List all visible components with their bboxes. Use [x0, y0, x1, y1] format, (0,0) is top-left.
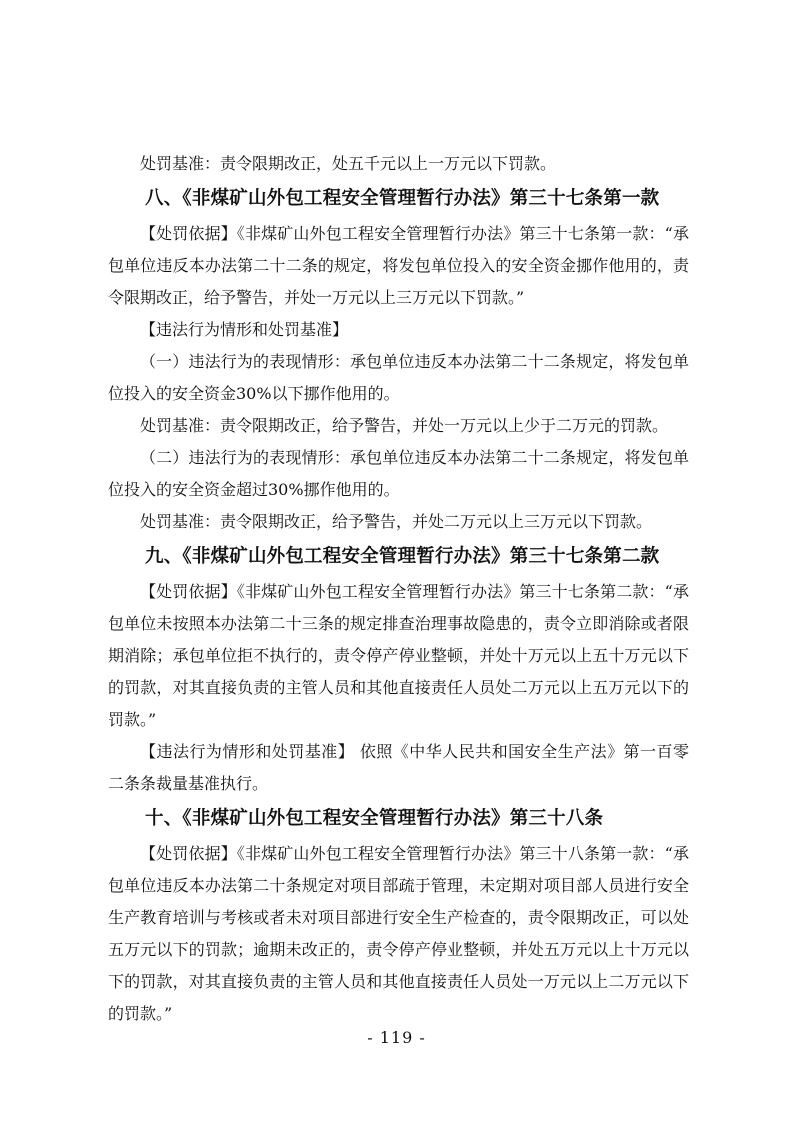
section-heading-10: 十、《非煤矿山外包工程安全管理暂行办法》第三十八条	[145, 808, 604, 829]
paragraph-penalty-basis-8: 【处罚依据】《非煤矿山外包工程安全管理暂行办法》第三十七条第一款：“承包单位违反本办法第二十二条的规定，将发包单位投入的安全资金挪作他用的，责令限期改正，给予警告，并处一万元以上三万元以下罚款。”	[108, 224, 689, 307]
paragraph-violation-case-8-2: （二）违法行为的表现情形：承包单位违反本办法第二十二条规定，将发包单位投入的安全资金超过30%挪作他用的。	[108, 448, 689, 499]
paragraph-violation-header-9: 【违法行为情形和处罚基准】 依照《中华人民共和国安全生产法》第一百零二条条裁量基准执行。	[108, 742, 689, 793]
paragraph-violation-header-8: 【违法行为情形和处罚基准】	[140, 320, 349, 339]
paragraph-penalty-basis-9: 【处罚依据】《非煤矿山外包工程安全管理暂行办法》第三十七条第二款：“承包单位未按照本办法第二十三条的规定排查治理事故隐患的，责令立即消除或者限期消除；承包单位拒不执行的，责令停产停业整顿，并处十万元以上五十万元以下的罚款，对其直接负责的主管人员和其他直接责任人员处二万元以上五万元以下的罚款。”	[108, 582, 689, 729]
paragraph-violation-case-8-1: （一）违法行为的表现情形：承包单位违反本办法第二十二条规定，将发包单位投入的安全资金30%以下挪作他用的。	[108, 352, 689, 403]
section-heading-8: 八、《非煤矿山外包工程安全管理暂行办法》第三十七条第一款	[145, 188, 660, 209]
paragraph-penalty-basis-10: 【处罚依据】《非煤矿山外包工程安全管理暂行办法》第三十八条第一款：“承包单位违反本办法第二十条规定对项目部疏于管理，未定期对项目部人员进行安全生产教育培训与考核或者未对项目部进行安全生产检查的，责令限期改正，可以处五万元以下的罚款；逾期未改正的，责令停产停业整顿，并处五万元以上十万元以下的罚款，对其直接负责的主管人员和其他直接责任人员处一万元以上二万元以下的罚款。”	[108, 844, 689, 1023]
paragraph-penalty-standard-1: 处罚基准：责令限期改正，处五千元以上一万元以下罚款。	[140, 154, 557, 173]
paragraph-penalty-standard-8-1: 处罚基准：责令限期改正，给予警告，并处一万元以上少于二万元的罚款。	[140, 416, 669, 435]
paragraph-penalty-standard-8-2: 处罚基准：责令限期改正，给予警告，并处二万元以上三万元以下罚款。	[140, 512, 653, 531]
page-number: - 119 -	[367, 1028, 426, 1047]
section-heading-9: 九、《非煤矿山外包工程安全管理暂行办法》第三十七条第二款	[145, 546, 660, 567]
